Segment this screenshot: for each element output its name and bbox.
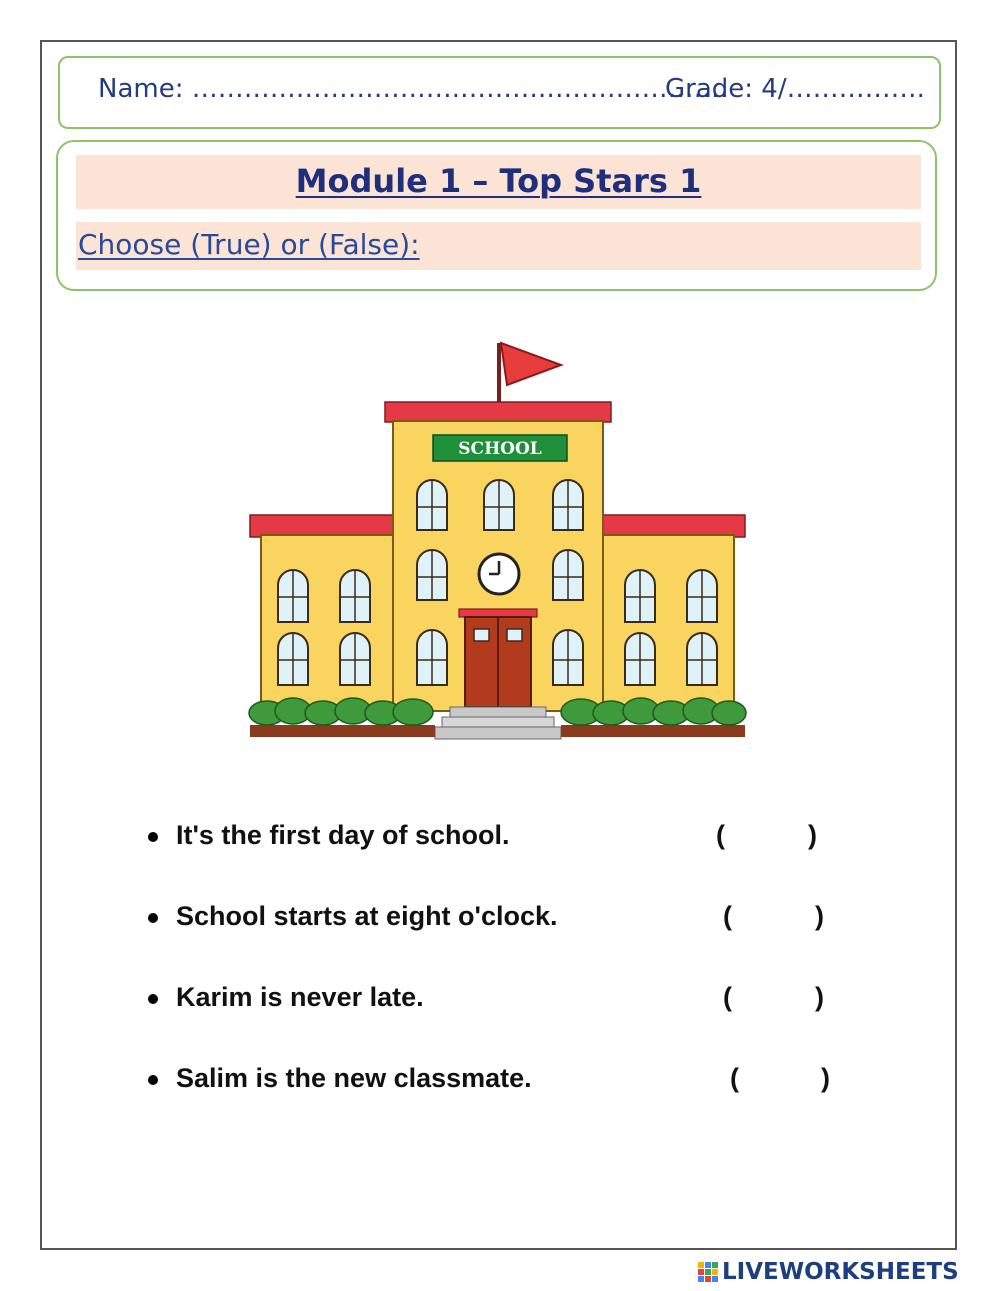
answer-1-close: ) <box>808 820 817 850</box>
grade-field[interactable]: Grade: 4/……………. <box>665 74 925 104</box>
title-box <box>56 140 937 291</box>
school-sign-text: SCHOOL <box>458 439 542 459</box>
bullet-icon <box>148 913 158 923</box>
statement-3: Karim is never late. <box>176 982 424 1012</box>
flag-icon <box>497 343 561 403</box>
statement-2: School starts at eight o'clock. <box>176 901 558 931</box>
clock-icon <box>479 554 519 594</box>
answer-4-open: ( <box>730 1063 739 1093</box>
answer-2-open: ( <box>723 901 732 931</box>
answer-3-open: ( <box>723 982 732 1012</box>
bullet-icon <box>148 994 158 1004</box>
liveworksheets-brand[interactable] <box>697 1257 959 1287</box>
statement-4: Salim is the new classmate. <box>176 1063 532 1093</box>
title-band <box>76 155 921 209</box>
bullet-icon <box>148 1075 158 1085</box>
instruction-text: Choose (True) or (False): <box>78 228 420 261</box>
instruction-band <box>76 222 921 270</box>
school-building-illustration <box>245 335 750 747</box>
statement-1: It's the first day of school. <box>176 820 510 850</box>
answer-2-close: ) <box>815 901 824 931</box>
answer-4-close: ) <box>821 1063 830 1093</box>
brand-name: LIVEWORKSHEETS <box>722 1259 959 1285</box>
name-field[interactable]: Name: ………………………….……….………………… <box>98 74 729 104</box>
page-title: Module 1 – Top Stars 1 <box>295 162 702 200</box>
liveworksheets-logo-icon <box>697 1261 719 1283</box>
answer-1-open: ( <box>716 820 725 850</box>
name-grade-box <box>58 56 941 129</box>
answer-3-close: ) <box>815 982 824 1012</box>
bullet-icon <box>148 832 158 842</box>
